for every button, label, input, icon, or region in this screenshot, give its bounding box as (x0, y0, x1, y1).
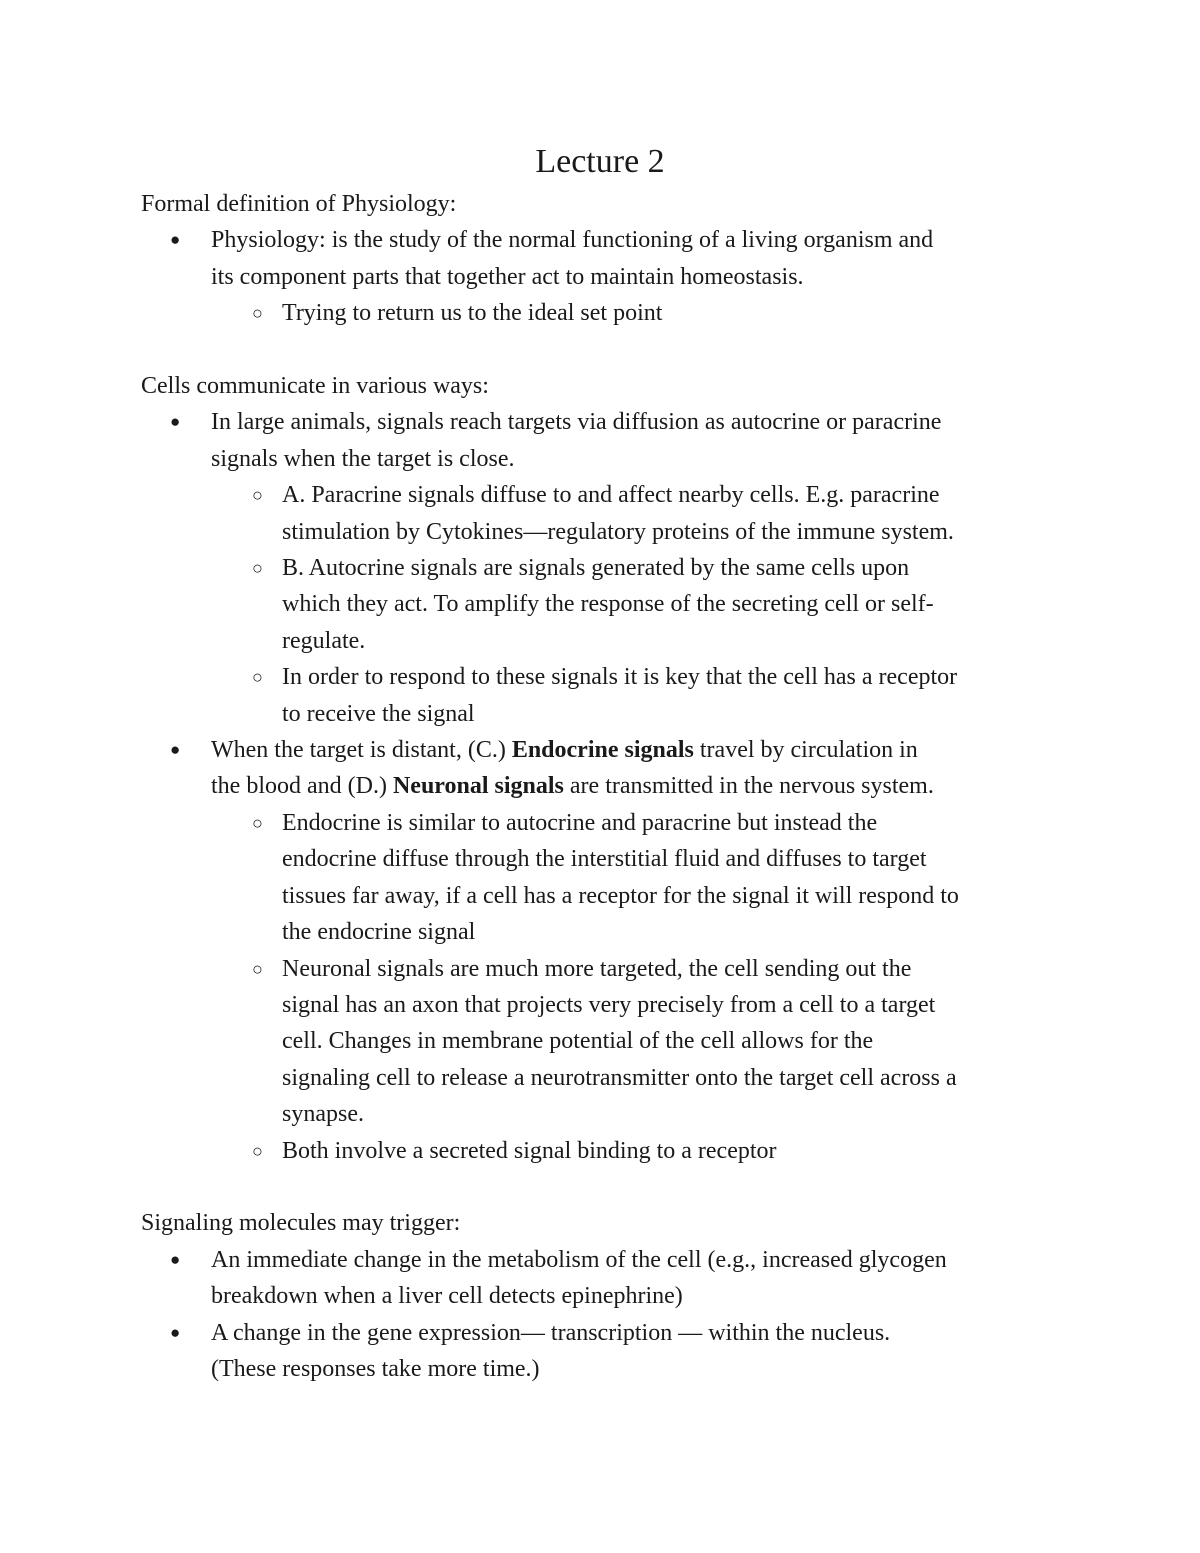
hollow-bullet-icon: ○ (252, 303, 263, 324)
list-item-text-part: travel by circulation in (693, 737, 918, 764)
sub-list-item-text: which they act. To amplify the response of the secreting cell or self- (282, 591, 934, 618)
sub-list-item-text: cell. Changes in membrane potential of the cell allows for the (282, 1028, 874, 1055)
section-heading: Formal definition of Physiology: (141, 191, 457, 217)
list-item-text: its component parts that together act to maintain homeostasis. (211, 263, 804, 290)
filled-bullet-icon: ● (170, 1249, 181, 1269)
sub-list-item-text: In order to respond to these signals it is key that the cell has a receptor (282, 664, 958, 691)
list-item-text: breakdown when a liver cell detects epinephrine) (211, 1283, 683, 1310)
filled-bullet-icon: ● (170, 740, 181, 760)
sub-list-item-text: signaling cell to release a neurotransmitter onto the target cell across a (282, 1064, 957, 1091)
hollow-bullet-icon: ○ (252, 812, 263, 833)
list-item (141, 732, 1071, 1169)
sub-list-item-text: to receive the signal (282, 700, 475, 727)
sub-bullet-list (211, 295, 1071, 331)
sub-list-item (211, 659, 1071, 732)
sub-list-item-text: Both involve a secreted signal binding to a receptor (282, 1137, 777, 1164)
list-item-text-part: the blood and (D.) (211, 773, 393, 800)
filled-bullet-icon: ● (170, 1322, 181, 1342)
neuronal-signals-term: Neuronal signals (392, 773, 564, 800)
list-item-text-part: When the target is distant, (C.) (211, 737, 512, 764)
list-item (141, 222, 1071, 331)
sub-list-item (211, 1133, 1071, 1169)
sub-list-item-text: A. Paracrine signals diffuse to and affect nearby cells. E.g. paracrine (282, 482, 940, 509)
sub-list-item-text: synapse. (282, 1101, 364, 1128)
sub-list-item (211, 805, 1071, 951)
list-item-text: signals when the target is close. (211, 445, 515, 472)
bullet-list (141, 404, 1071, 1169)
sub-list-item (211, 295, 1071, 331)
page-title: Lecture 2 (535, 143, 665, 180)
hollow-bullet-icon: ○ (252, 667, 263, 688)
hollow-bullet-icon: ○ (252, 958, 263, 979)
sub-list-item-text: B. Autocrine signals are signals generated by the same cells upon (282, 555, 910, 582)
sub-list-item-text: signal has an axon that projects very precisely from a cell to a target (282, 991, 936, 1018)
sub-list-item-text: stimulation by Cytokines—regulatory proteins of the immune system. (282, 518, 954, 545)
section-heading: Signaling molecules may trigger: (141, 1210, 461, 1237)
bullet-list (141, 222, 1071, 331)
bullet-list (141, 1242, 1071, 1388)
sub-list-item (211, 951, 1071, 1133)
blank-line (141, 1169, 1071, 1205)
section-heading: Cells communicate in various ways: (141, 373, 489, 400)
sub-list-item-text: endocrine diffuse through the interstitial fluid and diffuses to target (282, 846, 927, 873)
hollow-bullet-icon: ○ (252, 558, 263, 579)
list-item (141, 1315, 1071, 1388)
list-item-text: In large animals, signals reach targets via diffusion as autocrine or paracrine (211, 409, 942, 436)
sub-bullet-list (211, 477, 1071, 732)
filled-bullet-icon: ● (170, 412, 181, 432)
list-item-text-part: are transmitted in the nervous system. (563, 773, 934, 800)
sub-list-item-text: tissues far away, if a cell has a receptor for the signal it will respond to (282, 882, 959, 909)
list-item-text (211, 768, 1071, 804)
sub-list-item-text: Neuronal signals are much more targeted, the cell sending out the (282, 955, 912, 982)
list-item-text (211, 732, 1071, 768)
endocrine-signals-term: Endocrine signals (511, 737, 694, 764)
blank-line (141, 332, 1071, 368)
list-item-text: An immediate change in the metabolism of the cell (e.g., increased glycogen (211, 1246, 947, 1273)
list-item-text: A change in the gene expression— transcription — within the nucleus. (211, 1319, 891, 1346)
list-item-text: (These responses take more time.) (211, 1355, 540, 1382)
hollow-bullet-icon: ○ (252, 1140, 263, 1161)
hollow-bullet-icon: ○ (252, 485, 263, 506)
sub-list-item-text: Endocrine is similar to autocrine and paracrine but instead the (282, 809, 878, 836)
filled-bullet-icon: ● (170, 230, 181, 250)
list-item (141, 404, 1071, 732)
sub-list-item-text: Trying to return us to the ideal set point (282, 300, 663, 327)
list-item (141, 1242, 1071, 1315)
sub-list-item (211, 550, 1071, 659)
sub-list-item-text: the endocrine signal (282, 919, 476, 946)
document-body (141, 186, 1071, 1387)
sub-bullet-list (211, 805, 1071, 1169)
list-item-text: Physiology: is the study of the normal functioning of a living organism and (211, 227, 934, 254)
sub-list-item (211, 477, 1071, 550)
sub-list-item-text: regulate. (282, 627, 366, 654)
